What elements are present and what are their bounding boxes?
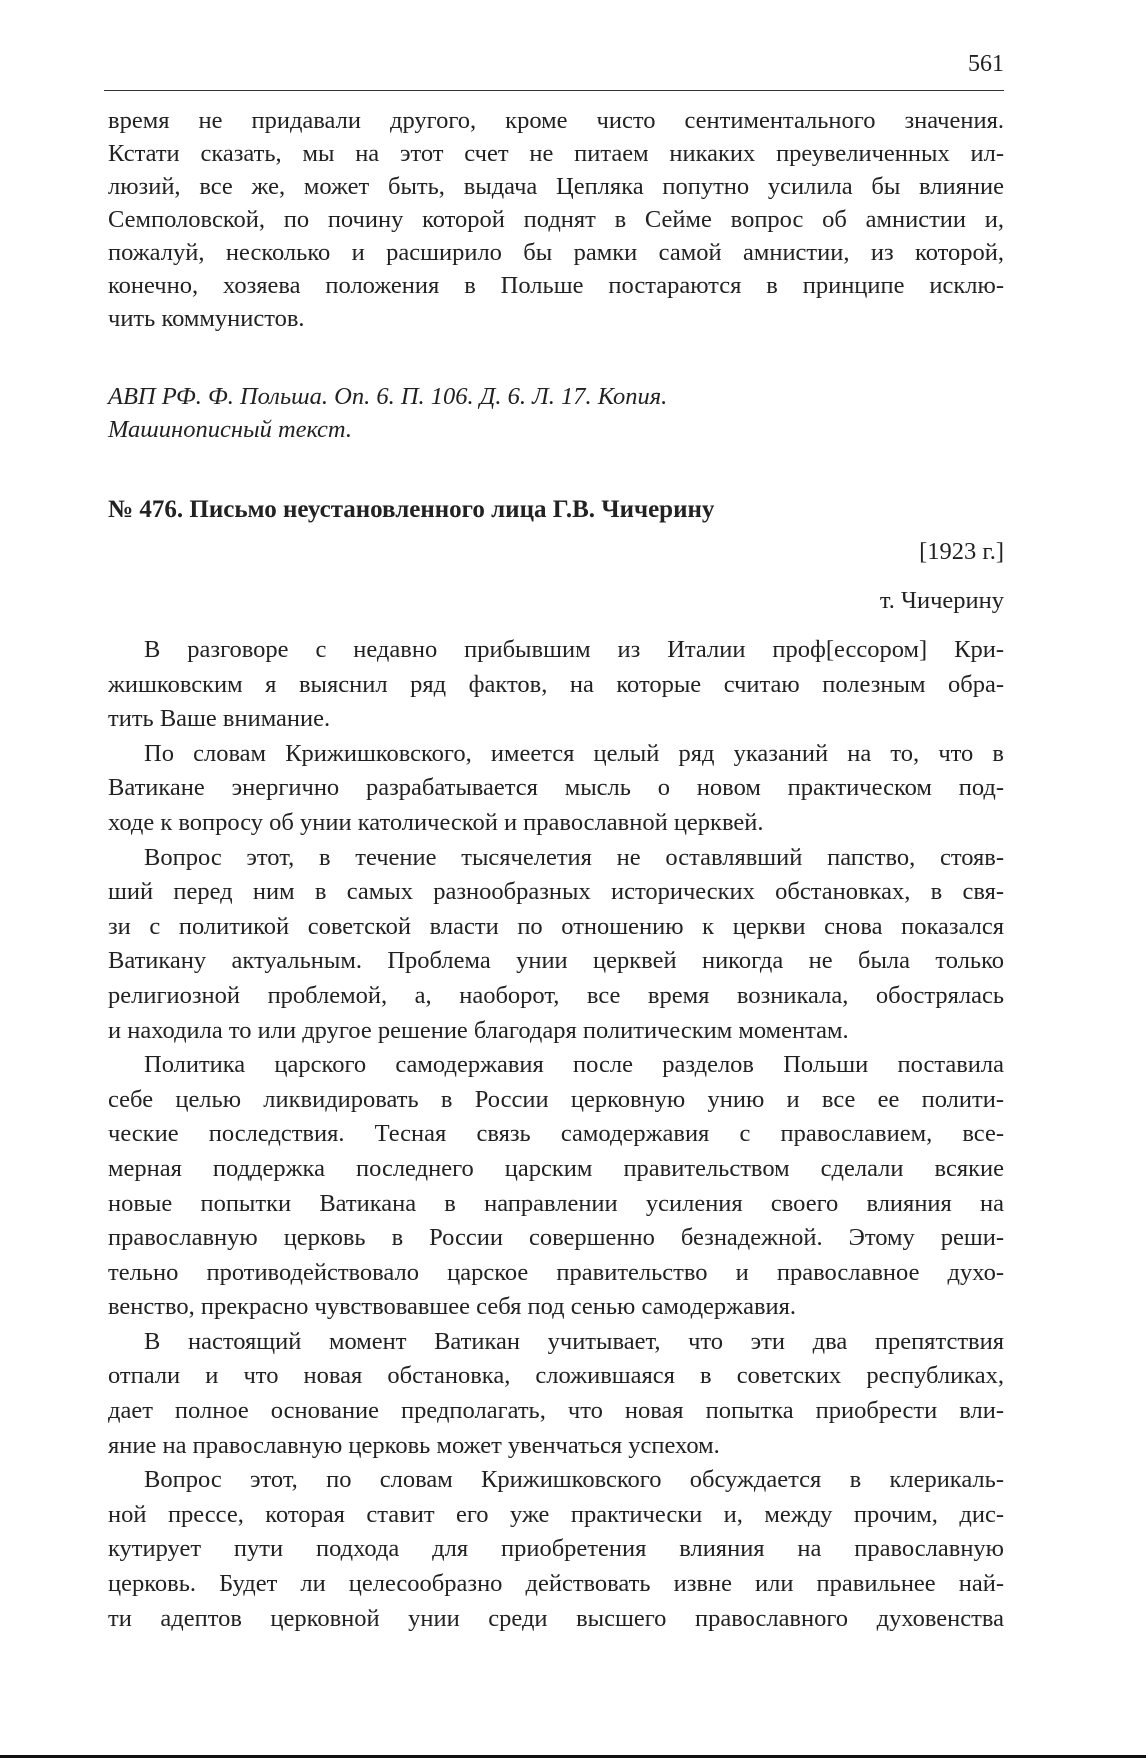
document-heading: № 476. Письмо неустановленного лица Г.В. Чичерину <box>108 496 715 523</box>
text-line: время не придавали другого, кроме чисто сентиментального значения. <box>108 107 1004 134</box>
text-line: ческие последствия. Тесная связь самодержавия с православием, все- <box>108 1120 1004 1148</box>
header-rule <box>104 90 1004 91</box>
text-line: жишковским я выяснил ряд фактов, на которые считаю полезным обра- <box>108 670 1004 698</box>
text-line: Семполовской, по почину которой поднят в Сейме вопрос об амнистии и, <box>108 206 1004 233</box>
text-line: тить Ваше внимание. <box>108 705 331 733</box>
document-body <box>108 633 1004 1636</box>
text-line: пожалуй, несколько и расширило бы рамки самой амнистии, из которой, <box>108 239 1004 266</box>
text-line: яние на православную церковь может увенчаться успехом. <box>108 1431 720 1459</box>
citation-line: АВП РФ. Ф. Польша. Оп. 6. П. 106. Д. 6. Л. 17. Копия. <box>108 383 668 410</box>
text-line: По словам Крижишковского, имеется целый ряд указаний на то, что в <box>144 739 1004 767</box>
text-line: православную церковь в России совершенно безнадежной. Этому реши- <box>108 1224 1004 1252</box>
text-line: религиозной проблемой, а, наоборот, все время возникала, обострялась <box>108 981 1004 1009</box>
continuation-paragraph <box>108 104 1004 335</box>
paragraph <box>108 1463 1004 1636</box>
paragraph <box>108 1048 1004 1325</box>
text-line: и находила то или другое решение благодаря политическим моментам. <box>108 1016 849 1044</box>
text-line: зи с политикой советской власти по отношению к церкви снова показался <box>108 912 1004 940</box>
text-line: ной прессе, которая ставит его уже практически и, между прочим, дис- <box>108 1500 1004 1528</box>
archive-citation <box>108 380 667 446</box>
page-number: 561 <box>968 51 1004 77</box>
text-line: конечно, хозяева положения в Польше постараются в принципе исклю- <box>108 272 1004 299</box>
text-line: В разговоре с недавно прибывшим из Италии проф[ессором] Кри- <box>144 636 1004 663</box>
addressee: т. Чичерину <box>879 587 1004 614</box>
text-line: Ватикану актуальным. Проблема унии церквей никогда не была только <box>108 947 1004 975</box>
document-date: [1923 г.] <box>919 538 1004 565</box>
text-line: Политика царского самодержавия после разделов Польши поставила <box>144 1051 1004 1079</box>
text-line: себе целью ликвидировать в России церковную унию и все ее полити- <box>108 1085 1004 1113</box>
text-line: тельно противодействовало царское правительство и православное духо- <box>108 1258 1004 1286</box>
text-line: кутирует пути подхода для приобретения влияния на православную <box>108 1535 1004 1563</box>
paragraph <box>108 633 1004 737</box>
text-line: венство, прекрасно чувствовавшее себя под сенью самодержавия. <box>108 1293 797 1321</box>
text-line: В настоящий момент Ватикан учитывает, что эти два препятствия <box>144 1327 1004 1355</box>
text-line: дает полное основание предполагать, что новая попытка приобрести вли- <box>108 1397 1004 1425</box>
paragraph <box>108 841 1004 1049</box>
text-line: Вопрос этот, в течение тысячелетия не оставлявший папство, стояв- <box>144 843 1004 871</box>
text-line: новые попытки Ватикана в направлении усиления своего влияния на <box>108 1189 1004 1217</box>
text-line: отпали и что новая обстановка, сложившаяся в советских республиках, <box>108 1362 1004 1390</box>
citation-line: Машинописный текст. <box>108 416 353 443</box>
text-line: ти адептов церковной унии среди высшего православного духовенства <box>108 1604 1004 1632</box>
text-line: Кстати сказать, мы на этот счет не питаем никаких преувеличенных ил- <box>108 140 1004 167</box>
paragraph <box>108 737 1004 841</box>
text-line: ший перед ним в самых разнообразных исторических обстановках, в свя- <box>108 878 1004 906</box>
text-line: чить коммунистов. <box>108 305 305 332</box>
text-line: мерная поддержка последнего царским правительством сделали всякие <box>108 1154 1004 1182</box>
text-line: Ватикане энергично разрабатывается мысль о новом практическом под- <box>108 774 1004 802</box>
text-line: церковь. Будет ли целесообразно действовать извне или правильнее най- <box>108 1570 1004 1598</box>
text-line: люзий, все же, может быть, выдача Цепляка попутно усилила бы влияние <box>108 173 1004 200</box>
text-line: Вопрос этот, по словам Крижишковского обсуждается в клерикаль- <box>144 1466 1004 1494</box>
text-line: ходе к вопросу об унии католической и православной церквей. <box>108 808 764 836</box>
paragraph <box>108 1325 1004 1463</box>
